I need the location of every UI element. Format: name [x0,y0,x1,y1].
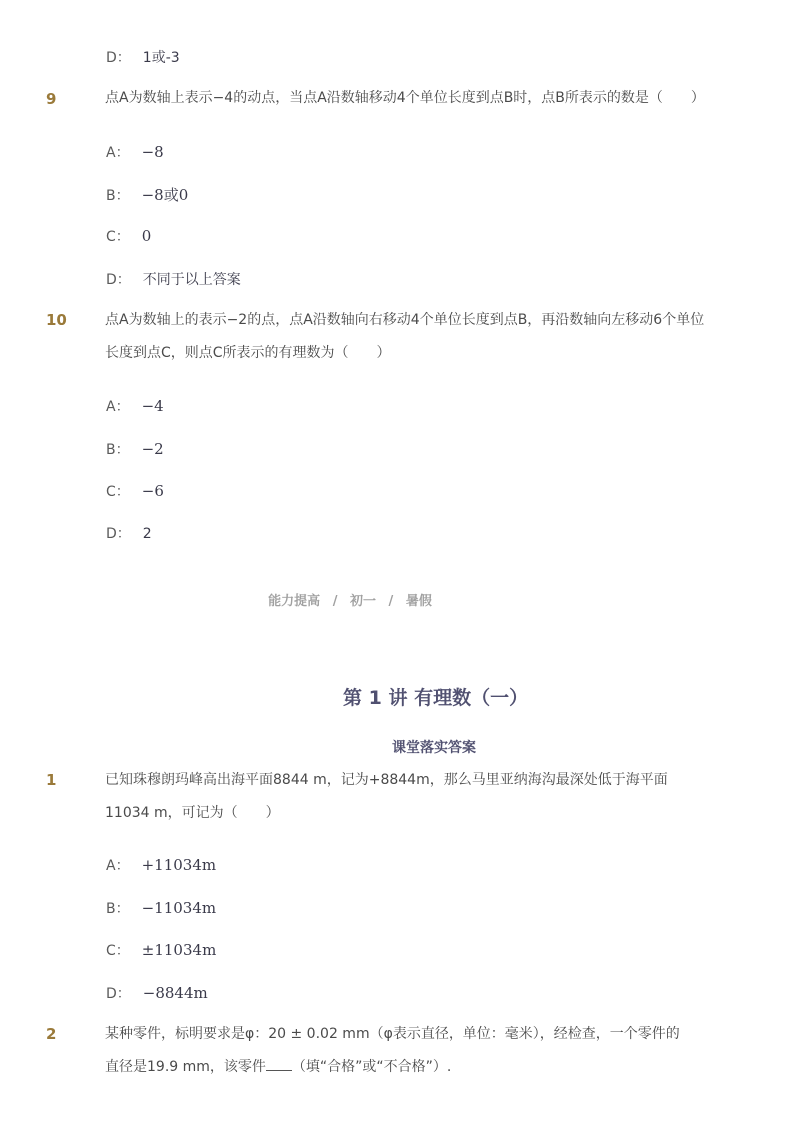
answer-blank [266,1056,292,1071]
page-footer [0,590,700,609]
question-text [105,1018,725,1084]
option-label: A： [106,145,130,161]
option-label: D： [106,50,131,66]
question-number: 10 [46,311,67,329]
question-text-part: 直径是19.9 mm，该零件 [105,1059,266,1075]
question-text [105,764,725,830]
section-title: 课堂落实答案 [392,740,476,756]
footer-level: 能力提高 [268,594,321,609]
question-text-line: 已知珠穆朗玛峰高出海平面8844 m，记为+8844m，那么马里亚纳海沟最深处低于海平面 [105,772,668,788]
question-text-line: 某种零件，标明要求是φ：20 ± 0.02 mm（φ表示直径，单位：毫米），经检查，一个零件的 [105,1026,680,1042]
option-label: C： [106,943,130,959]
q8-option-d [106,47,180,67]
option-value: 0 [141,227,152,245]
footer-separator: / [388,594,394,609]
footer-term: 暑假 [405,594,432,609]
q10-option-b [106,439,164,459]
question-text-line [105,1051,725,1084]
question-text-line: 点A为数轴上的表示−2的点，点A沿数轴向右移动4个单位长度到点B，再沿数轴向左移动6个单位 [105,312,705,328]
question-number: 9 [46,90,57,108]
option-value: −6 [141,482,164,500]
question-text: 点A为数轴上表示−4的动点，当点A沿数轴移动4个单位长度到点B时，点B所表示的数是（ ） [105,90,705,106]
q9-option-c [106,226,151,246]
a1-option-a [106,855,216,875]
option-label: A： [106,399,130,415]
option-value: 1或-3 [142,50,180,66]
lesson-title: 第 1 讲 有理数（一） [343,687,529,709]
q10-option-c [106,481,164,501]
footer-grade: 初一 [349,594,376,609]
option-label: A： [106,858,130,874]
option-label: D： [106,526,131,542]
option-value: −2 [141,440,164,458]
option-value: −11034m [141,899,217,917]
option-value: +11034m [141,856,217,874]
q10-option-a [106,396,164,416]
a1-option-d [106,983,208,1003]
option-label: B： [106,188,130,204]
option-label: B： [106,442,130,458]
option-label: B： [106,901,130,917]
a1-option-b [106,898,216,918]
option-value: −8或0 [141,186,189,204]
option-value: ±11034m [141,941,217,959]
option-label: C： [106,484,130,500]
q9-option-b [106,184,188,205]
q9-option-a [106,142,164,162]
question-number: 2 [46,1025,57,1043]
option-value: −4 [141,397,164,415]
option-value: 2 [142,526,152,542]
a1-option-c [106,940,216,960]
option-label: D： [106,272,131,288]
footer-separator: / [332,594,338,609]
q9-option-d [106,269,241,289]
option-label: D： [106,986,131,1002]
q10-option-d [106,523,152,543]
question-text-line: 11034 m，可记为（ ） [105,805,280,821]
question-text-part: （填“合格”或“不合格”）. [291,1059,452,1075]
option-value: 不同于以上答案 [142,272,241,288]
option-value: −8 [141,143,164,161]
question-number: 1 [46,771,57,789]
option-value: −8844m [142,984,208,1002]
option-label: C： [106,229,130,245]
question-text [105,304,725,370]
question-text-line: 长度到点C，则点C所表示的有理数为（ ） [105,345,391,361]
